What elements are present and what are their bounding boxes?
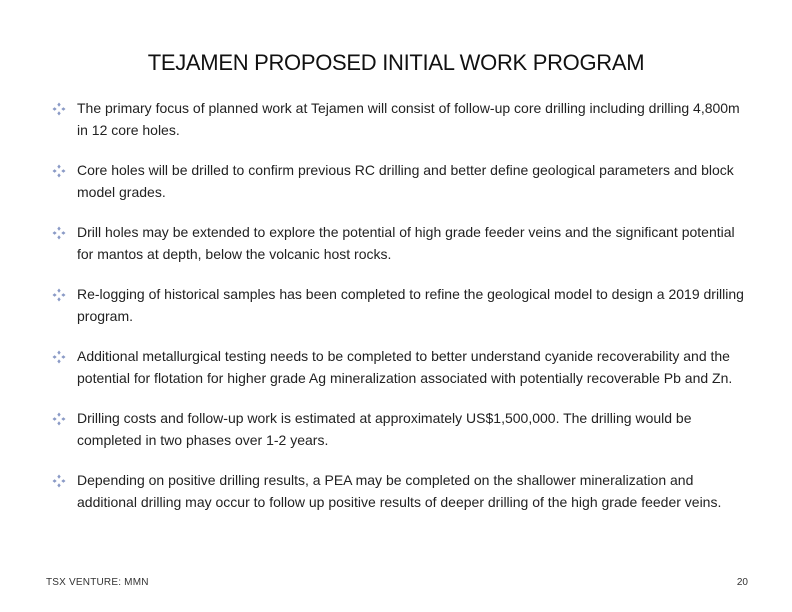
bullet-item — [52, 222, 752, 265]
page-number: 20 — [736, 577, 748, 588]
slide-title: TEJAMEN PROPOSED INITIAL WORK PROGRAM — [147, 50, 645, 75]
bullet-item — [52, 284, 752, 327]
bullet-text: Depending on positive drilling results, a PEA may be completed on the shallower mineralization and additional drilling may occur to follow up positive results of deeper drilling of the high grade feeder veins. — [77, 472, 722, 510]
bullet-item — [52, 160, 752, 203]
bullet-text: Drill holes may be extended to explore the potential of high grade feeder veins and the significant potential for mantos at depth, below the volcanic host rocks. — [77, 224, 735, 262]
bullet-text: Core holes will be drilled to confirm previous RC drilling and better define geological parameters and block model grades. — [77, 162, 734, 200]
bullet-item — [52, 346, 752, 389]
four-diamond-bullet-icon — [52, 474, 66, 488]
bullet-list — [52, 98, 752, 532]
bullet-item — [52, 98, 752, 141]
four-diamond-bullet-icon — [52, 164, 66, 178]
four-diamond-bullet-icon — [52, 412, 66, 426]
bullet-item — [52, 470, 752, 513]
four-diamond-bullet-icon — [52, 226, 66, 240]
footer-ticker: TSX VENTURE: MMN — [46, 577, 149, 588]
bullet-text: The primary focus of planned work at Tejamen will consist of follow-up core drilling including drilling 4,800m in 12 core holes. — [77, 100, 740, 138]
bullet-item — [52, 408, 752, 451]
four-diamond-bullet-icon — [52, 288, 66, 302]
bullet-text: Re-logging of historical samples has been completed to refine the geological model to design a 2019 drilling program. — [77, 286, 744, 324]
four-diamond-bullet-icon — [52, 350, 66, 364]
bullet-text: Drilling costs and follow-up work is estimated at approximately US$1,500,000. The drilling would be completed in two phases over 1-2 years. — [77, 410, 692, 448]
bullet-text: Additional metallurgical testing needs to be completed to better understand cyanide recoverability and the potential for flotation for higher grade Ag mineralization associated with potentially recoverable Pb and Zn. — [77, 348, 733, 386]
four-diamond-bullet-icon — [52, 102, 66, 116]
